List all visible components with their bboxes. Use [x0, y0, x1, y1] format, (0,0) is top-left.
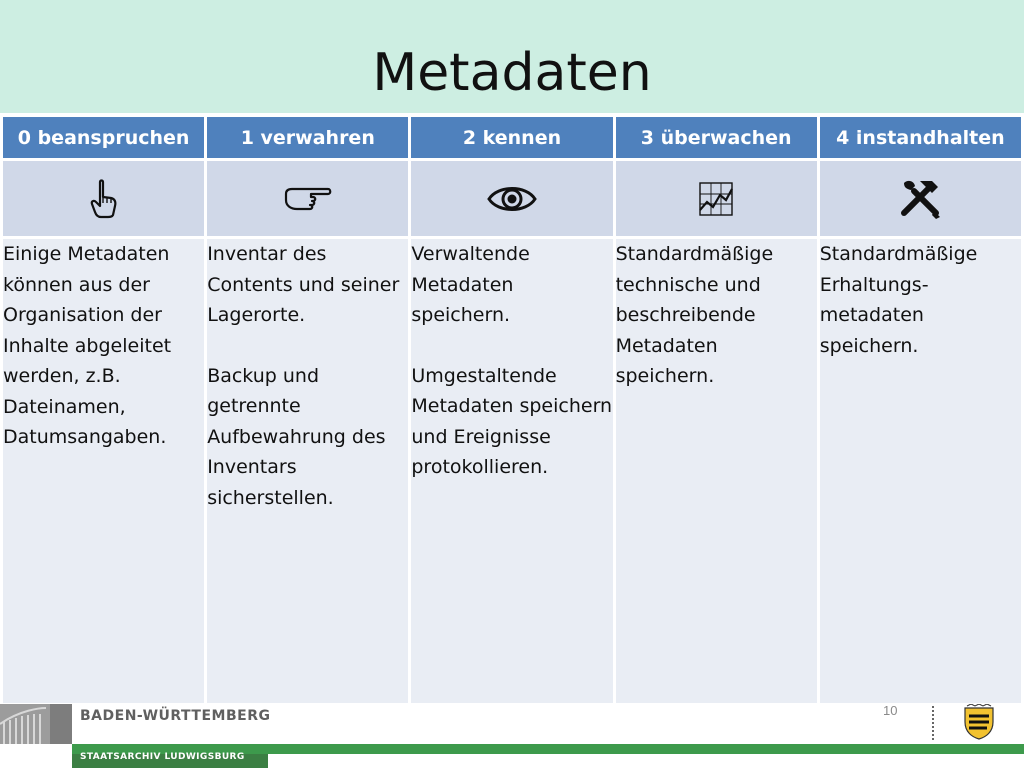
- hammer-wrench-icon: [898, 177, 942, 221]
- cell-text: Verwaltende Metadaten speichern.: [411, 243, 530, 326]
- cell-text: Einige Metadaten können aus der Organisation der Inhalte abgeleitet werden, z.B. Dateinamen, Datumsangaben.: [3, 243, 172, 448]
- divider: [932, 706, 936, 740]
- cell-instandhalten: [818, 238, 1022, 705]
- eye-icon: [486, 182, 538, 216]
- cell-text: Standardmäßige technische und beschreibende Metadaten speichern.: [615, 243, 774, 387]
- column-header: 2 kennen: [410, 116, 614, 160]
- region-label: BADEN-WÜRTTEMBERG: [80, 708, 271, 724]
- cell-ueberwachen: [614, 238, 818, 705]
- icon-cell: [614, 160, 818, 238]
- cell-kennen: [410, 238, 614, 705]
- icon-cell: [2, 160, 206, 238]
- header-row: [2, 116, 1023, 160]
- icon-cell: [206, 160, 410, 238]
- column-header: 4 instandhalten: [818, 116, 1022, 160]
- cell-text: Standardmäßige Erhaltungs-metadaten speichern.: [819, 243, 978, 357]
- cell-beanspruchen: [2, 238, 206, 705]
- coat-of-arms-icon: [962, 704, 996, 740]
- cell-text: Inventar des Contents und seiner Lagerorte.: [207, 243, 400, 326]
- column-header: 3 überwachen: [614, 116, 818, 160]
- icon-cell: [410, 160, 614, 238]
- pointing-hand-up-icon: [89, 179, 119, 219]
- pointing-hand-right-icon: [283, 185, 333, 213]
- metadata-table: [0, 114, 1024, 706]
- column-header: 0 beanspruchen: [2, 116, 206, 160]
- column-header: 1 verwahren: [206, 116, 410, 160]
- slide-title: Metadaten: [372, 43, 652, 103]
- page-number: 10: [883, 703, 898, 718]
- cell-text: Umgestaltende Metadaten speichern und Ereignisse protokollieren.: [411, 364, 613, 478]
- cell-text: Backup und getrennte Aufbewahrung des Inventars sicherstellen.: [207, 364, 386, 509]
- icon-cell: [818, 160, 1022, 238]
- cell-verwahren: [206, 238, 410, 705]
- archive-label: STAATSARCHIV LUDWIGSBURG: [80, 752, 245, 762]
- chart-icon: [697, 180, 735, 218]
- icon-row: [2, 160, 1023, 238]
- archive-gate-logo: [0, 704, 72, 744]
- content-row: [2, 238, 1023, 705]
